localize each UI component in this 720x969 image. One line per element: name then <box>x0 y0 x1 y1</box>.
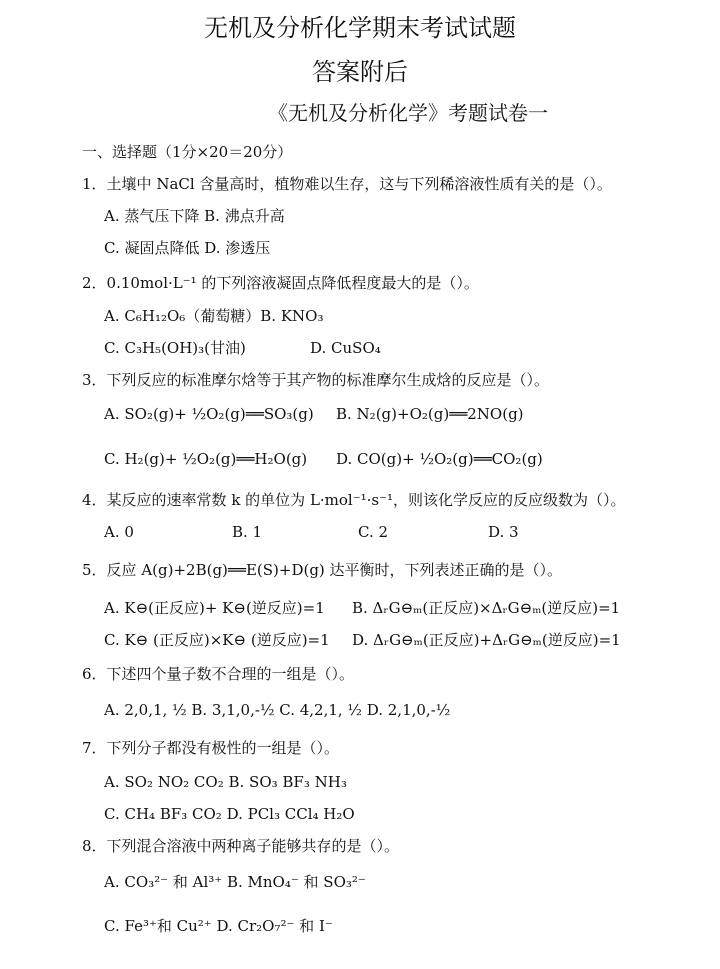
question-3-option-d: D. CO(g)+ ½O₂(g)══CO₂(g) <box>336 450 543 468</box>
question-3-option-b: B. N₂(g)+O₂(g)══2NO(g) <box>336 405 524 423</box>
question-text: 某反应的速率常数 k 的单位为 L·mol⁻¹·s⁻¹，则该化学反应的反应级数为（）。 <box>106 491 626 509</box>
question-number: 7． <box>82 739 107 757</box>
question-7-option-cd: C. CH₄ BF₃ CO₂ D. PCl₃ CCl₄ H₂O <box>104 805 355 823</box>
question-number: 1． <box>82 175 107 193</box>
question-number: 2． <box>82 274 107 292</box>
question-3-stem <box>82 370 549 390</box>
question-text: 土壤中 NaCl 含量高时，植物难以生存，这与下列稀溶液性质有关的是（）。 <box>106 175 612 193</box>
question-number: 6． <box>82 665 107 683</box>
question-text: 下列分子都没有极性的一组是（）。 <box>106 739 340 757</box>
question-text: 下列反应的标准摩尔焓等于其产物的标准摩尔生成焓的反应是（）。 <box>106 371 550 389</box>
question-2-option-d: D. CuSO₄ <box>310 339 381 357</box>
paper-title: 《无机及分析化学》考题试卷一 <box>268 101 548 125</box>
question-1-stem <box>82 174 612 194</box>
question-3-option-a: A. SO₂(g)+ ½O₂(g)══SO₃(g) <box>104 405 314 423</box>
question-5-option-d: D. ΔᵣG⊖ₘ(正反应)+ΔᵣG⊖ₘ(逆反应)=1 <box>352 631 621 649</box>
question-text: 0.10mol·L⁻¹ 的下列溶液凝固点降低程度最大的是（）。 <box>106 274 479 292</box>
section-heading: 一、选择题（1分×20＝20分） <box>82 143 293 161</box>
answer-note: 答案附后 <box>312 58 408 86</box>
question-1-option-ab: A. 蒸气压下降 B. 沸点升高 <box>104 207 285 225</box>
question-text: 下列混合溶液中两种离子能够共存的是（）。 <box>106 837 400 855</box>
question-text: 下述四个量子数不合理的一组是（）。 <box>106 665 355 683</box>
question-5-option-c: C. K⊖ (正反应)×K⊖ (逆反应)=1 <box>104 631 330 649</box>
question-5-option-b: B. ΔᵣG⊖ₘ(正反应)×ΔᵣG⊖ₘ(逆反应)=1 <box>352 599 621 617</box>
question-number: 4． <box>82 491 107 509</box>
exam-title: 无机及分析化学期末考试试题 <box>204 14 516 42</box>
question-5-stem <box>82 560 562 580</box>
question-6-options: A. 2,0,1, ½ B. 3,1,0,-½ C. 4,2,1, ½ D. 2,1,0,-½ <box>104 701 451 719</box>
question-4-stem <box>82 490 626 510</box>
question-4-option-a: A. 0 <box>104 523 134 541</box>
question-7-option-ab: A. SO₂ NO₂ CO₂ B. SO₃ BF₃ NH₃ <box>104 773 347 791</box>
question-4-option-c: C. 2 <box>358 523 389 541</box>
question-4-option-d: D. 3 <box>488 523 519 541</box>
question-2-stem <box>82 273 479 293</box>
question-text: 反应 A(g)+2B(g)══E(S)+D(g) 达平衡时，下列表述正确的是（）。 <box>106 561 563 579</box>
question-5-option-a: A. K⊖(正反应)+ K⊖(逆反应)=1 <box>104 599 325 617</box>
question-8-option-cd: C. Fe³⁺和 Cu²⁺ D. Cr₂O₇²⁻ 和 I⁻ <box>104 917 333 935</box>
question-4-option-b: B. 1 <box>232 523 263 541</box>
question-number: 3． <box>82 371 107 389</box>
question-1-option-cd: C. 凝固点降低 D. 渗透压 <box>104 239 271 257</box>
question-7-stem <box>82 738 339 758</box>
question-8-stem <box>82 836 399 856</box>
question-3-option-c: C. H₂(g)+ ½O₂(g)══H₂O(g) <box>104 450 308 468</box>
question-8-option-ab: A. CO₃²⁻ 和 Al³⁺ B. MnO₄⁻ 和 SO₃²⁻ <box>104 873 366 891</box>
question-6-stem <box>82 664 354 684</box>
question-number: 8． <box>82 837 107 855</box>
question-2-option-ab: A. C₆H₁₂O₆（葡萄糖）B. KNO₃ <box>104 307 324 325</box>
question-number: 5． <box>82 561 107 579</box>
question-2-option-c: C. C₃H₅(OH)₃(甘油) <box>104 339 246 357</box>
